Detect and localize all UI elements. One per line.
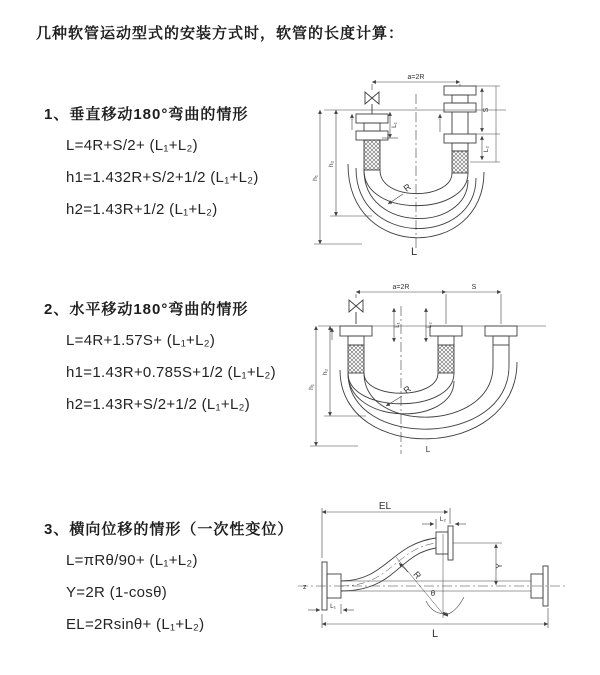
dim-label-y: Y bbox=[495, 563, 504, 569]
dim-label-h1: h₁ bbox=[308, 384, 315, 390]
axis-mark-label: z bbox=[303, 584, 307, 591]
right-pipe bbox=[452, 112, 468, 134]
left-hose-fitting bbox=[340, 326, 372, 373]
dim-label-s: S bbox=[471, 284, 477, 291]
formula-length: L=πRθ/90+ (L₁+L₂) bbox=[66, 552, 198, 569]
dim-label-l2: L₂ bbox=[483, 145, 490, 153]
formula-length: L=4R+S/2+ (L₁+L₂) bbox=[66, 137, 198, 154]
upper-flange bbox=[436, 526, 453, 560]
formula-h2: h2=1.43R+1/2 (L₁+L₂) bbox=[66, 201, 218, 218]
dim-label-h2: h₂ bbox=[328, 160, 335, 168]
dim-label-el: EL bbox=[378, 501, 392, 512]
radius-leader bbox=[388, 194, 403, 204]
right-hose-fitting-upper bbox=[444, 86, 476, 112]
dim-label-2r: a=2R bbox=[392, 284, 410, 291]
hose-u-curves bbox=[340, 362, 517, 439]
dimension-width-2r bbox=[356, 292, 501, 324]
dim-label-2r: a=2R bbox=[407, 74, 425, 81]
dim-label-h1: h₁ bbox=[312, 175, 319, 181]
diagram-horizontal-180-bend-svg bbox=[306, 278, 598, 464]
diagram-lateral-displacement bbox=[296, 500, 600, 642]
formula-length: L=4R+1.57S+ (L₁+L₂) bbox=[66, 332, 216, 349]
diagram-vertical-180-bend bbox=[310, 68, 590, 258]
diagram-vertical-180-bend-svg bbox=[310, 68, 590, 258]
valve-icon bbox=[365, 92, 379, 114]
formula-h1: h1=1.432R+S/2+1/2 (L₁+L₂) bbox=[66, 169, 259, 186]
section-2-heading: 2、水平移动180°弯曲的情形 bbox=[44, 301, 249, 318]
formula-y: Y=2R (1-cosθ) bbox=[66, 584, 168, 601]
dim-label-l: L bbox=[431, 628, 439, 640]
section-horizontal-movement bbox=[44, 295, 324, 421]
valve-icon bbox=[349, 300, 363, 324]
dim-label-l1: L₁ bbox=[330, 603, 336, 610]
section-vertical-movement bbox=[44, 100, 324, 226]
radius-label: R bbox=[401, 383, 413, 396]
section-1-heading: 1、垂直移动180°弯曲的情形 bbox=[44, 106, 249, 123]
angle-label: θ bbox=[430, 589, 436, 598]
diagram-lateral-displacement-svg bbox=[296, 500, 600, 642]
dim-label-l2: L₂ bbox=[427, 322, 433, 328]
length-label: L bbox=[410, 246, 418, 258]
dim-label-l2: L₂ bbox=[439, 516, 447, 523]
angle-arcs bbox=[426, 597, 464, 615]
page-title: 几种软管运动型式的安装方式时，软管的长度计算： bbox=[36, 25, 405, 42]
section-lateral-displacement bbox=[44, 515, 324, 641]
formula-h2: h2=1.43R+S/2+1/2 (L₁+L₂) bbox=[66, 396, 251, 413]
length-label: L bbox=[425, 445, 431, 454]
right-hose-fitting-lower bbox=[444, 134, 476, 173]
dim-label-h2: h₂ bbox=[322, 368, 329, 376]
section-3-heading: 3、横向位移的情形（一次性变位） bbox=[44, 521, 294, 538]
formula-h1: h1=1.43R+0.785S+1/2 (L₁+L₂) bbox=[66, 364, 276, 381]
radius-label: R bbox=[411, 569, 424, 581]
radius-leader bbox=[386, 396, 402, 406]
hose-s-curve bbox=[341, 538, 436, 591]
middle-hose-fitting bbox=[430, 326, 462, 373]
left-hose-fitting bbox=[356, 114, 388, 170]
dim-label-l1: L₁ bbox=[395, 322, 401, 328]
right-hose-fitting-moved bbox=[485, 326, 517, 366]
dim-label-l1: L₁ bbox=[391, 122, 398, 128]
dimension-el bbox=[322, 508, 450, 558]
diagram-horizontal-180-bend bbox=[306, 278, 598, 464]
dimension-h1 bbox=[314, 110, 362, 244]
radius-label: R bbox=[401, 181, 413, 194]
formula-el: EL=2Rsinθ+ (L₁+L₂) bbox=[66, 616, 205, 633]
dim-label-s: S bbox=[483, 107, 490, 113]
